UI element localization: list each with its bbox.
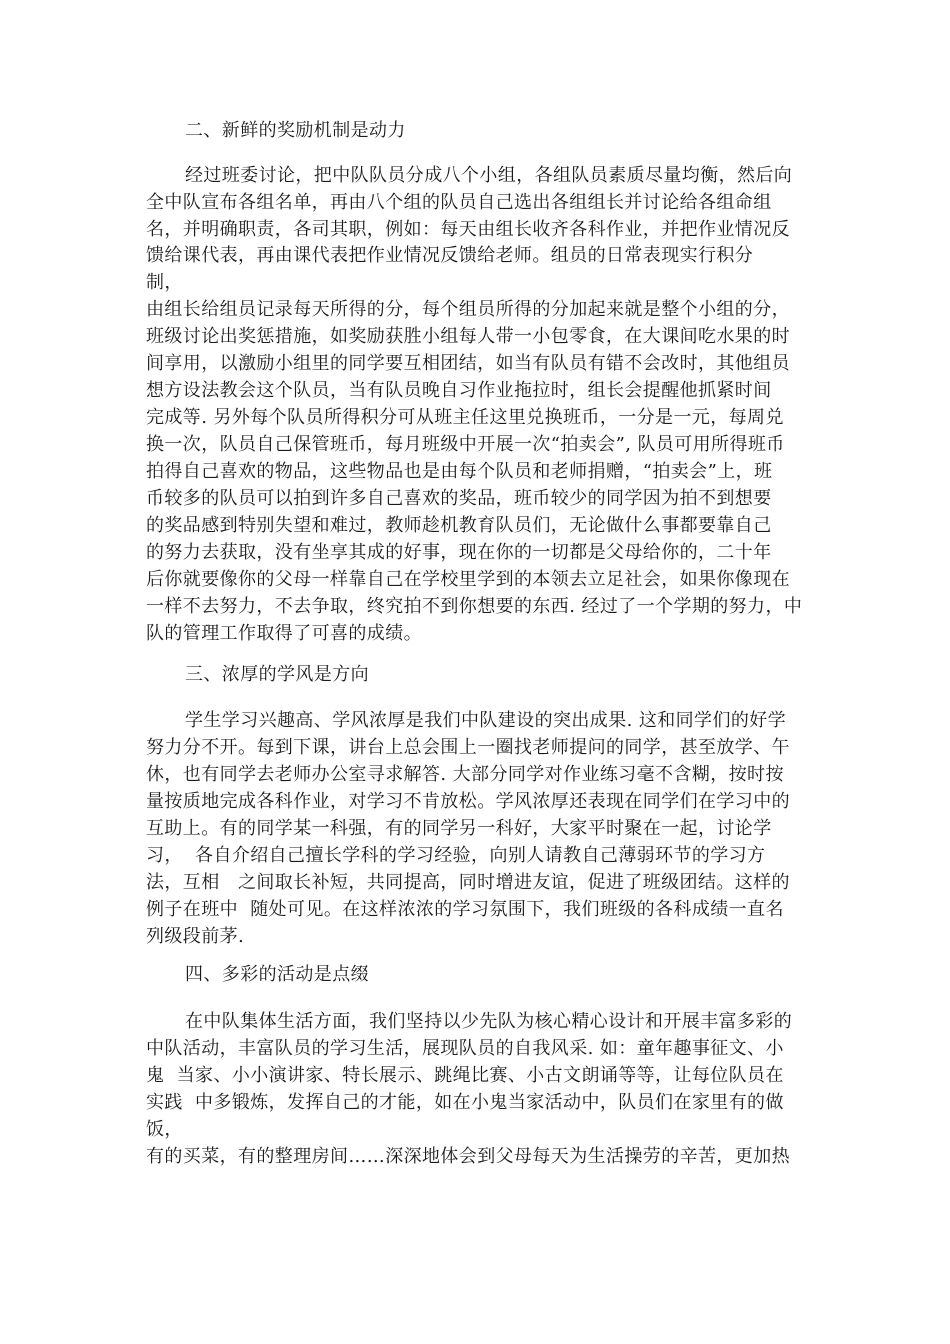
- section-heading-study: 三、浓厚的学风是方向: [185, 664, 369, 685]
- paragraph-line: 学生学习兴趣高、学风浓厚是我们中队建设的突出成果. 这和同学们的好学: [185, 710, 787, 731]
- paragraph-line: 制，: [146, 272, 183, 293]
- paragraph-line: 列级段前茅.: [146, 926, 245, 947]
- paragraph-line: 拍得自己喜欢的物品，这些物品也是由每个队员和老师捐赠，“拍卖会”上，班: [146, 461, 773, 482]
- paragraph-line: 间享用，以激励小组里的同学要互相团结，如当有队员有错不会改时，其他组员: [146, 353, 790, 374]
- paragraph-line: 量按质地完成各科作业，对学习不肯放松。学风浓厚还表现在同学们在学习中的: [146, 791, 790, 812]
- paragraph-line: 由组长给组员记录每天所得的分，每个组员所得的分加起来就是整个小组的分，: [146, 299, 790, 320]
- section-heading-activities: 四、多彩的活动是点缀: [185, 964, 369, 985]
- paragraph-line: 实践 中多锻炼，发挥自己的才能，如在小鬼当家活动中，队员们在家里有的做: [146, 1092, 784, 1113]
- paragraph-line: 的努力去获取，没有坐享其成的好事，现在你的一切都是父母给你的，二十年: [146, 542, 772, 563]
- paragraph-line: 全中队宣布各组名单，再由八个组的队员自己选出各组组长并讨论给各组命组: [146, 192, 772, 213]
- paragraph-line: 休，也有同学去老师办公室寻求解答. 大部分同学对作业练习毫不含糊，按时按: [146, 764, 784, 785]
- section-heading-reward: 二、新鲜的奖励机制是动力: [185, 120, 406, 141]
- paragraph-line: 鬼 当家、小小演讲家、特长展示、跳绳比赛、小古文朗诵等等，让每位队员在: [146, 1065, 784, 1086]
- paragraph-line: 队的管理工作取得了可喜的成绩。: [146, 623, 422, 644]
- paragraph-line: 互助上。有的同学某一科强，有的同学另一科好，大家平时聚在一起，讨论学: [146, 818, 772, 839]
- paragraph-line: 中队活动，丰富队员的学习生活，展现队员的自我风采. 如：童年趣事征文、小: [146, 1038, 784, 1059]
- paragraph-line: 班级讨论出奖惩措施，如奖励获胜小组每人带一小包零食，在大课间吃水果的时: [146, 326, 790, 347]
- paragraph-line: 换一次，队员自己保管班币，每月班级中开展一次“拍卖会”, 队员可用所得班币: [146, 434, 785, 455]
- paragraph-line: 在中队集体生活方面，我们坚持以少先队为核心精心设计和开展丰富多彩的: [185, 1011, 793, 1032]
- paragraph-line: 饭，: [146, 1119, 183, 1140]
- paragraph-line: 有的买菜，有的整理房间……深深地体会到父母每天为生活操劳的辛苦，更加热: [146, 1146, 790, 1167]
- paragraph-line: 名，并明确职责，各司其职，例如：每天由组长收齐各科作业，并把作业情况反: [146, 219, 790, 240]
- paragraph-line: 法，互相 之间取长补短，共同提高，同时增进友谊，促进了班级团结。这样的: [146, 872, 790, 893]
- paragraph-line: 的奖品感到特别失望和难过，教师趁机教育队员们，无论做什么事都要靠自己: [146, 515, 772, 536]
- paragraph-line: 一样不去努力，不去争取，终究拍不到你想要的东西. 经过了一个学期的努力，中: [146, 596, 803, 617]
- paragraph-line: 例子在班中 随处可见。在这样浓浓的学习氛围下，我们班级的各科成绩一直名: [146, 899, 784, 920]
- paragraph-line: 经过班委讨论，把中队队员分成八个小组，各组队员素质尽量均衡，然后向: [185, 165, 793, 186]
- paragraph-line: 习， 各自介绍自己擅长学科的学习经验，向别人请教自己薄弱环节的学习方: [146, 845, 766, 866]
- paragraph-line: 完成等. 另外每个队员所得积分可从班主任这里兑换班币，一分是一元，每周兑: [146, 407, 784, 428]
- paragraph-line: 币较多的队员可以拍到许多自己喜欢的奖品，班币较少的同学因为拍不到想要: [146, 488, 772, 509]
- paragraph-line: 努力分不开。每到下课，讲台上总会围上一圈找老师提问的同学，甚至放学、午: [146, 737, 790, 758]
- paragraph-line: 馈给课代表，再由课代表把作业情况反馈给老师。组员的日常表现实行积分: [146, 245, 754, 266]
- paragraph-line: 后你就要像你的父母一样靠自己在学校里学到的本领去立足社会，如果你像现在: [146, 569, 790, 590]
- paragraph-line: 想方设法教会这个队员，当有队员晚自习作业拖拉时，组长会提醒他抓紧时间: [146, 380, 772, 401]
